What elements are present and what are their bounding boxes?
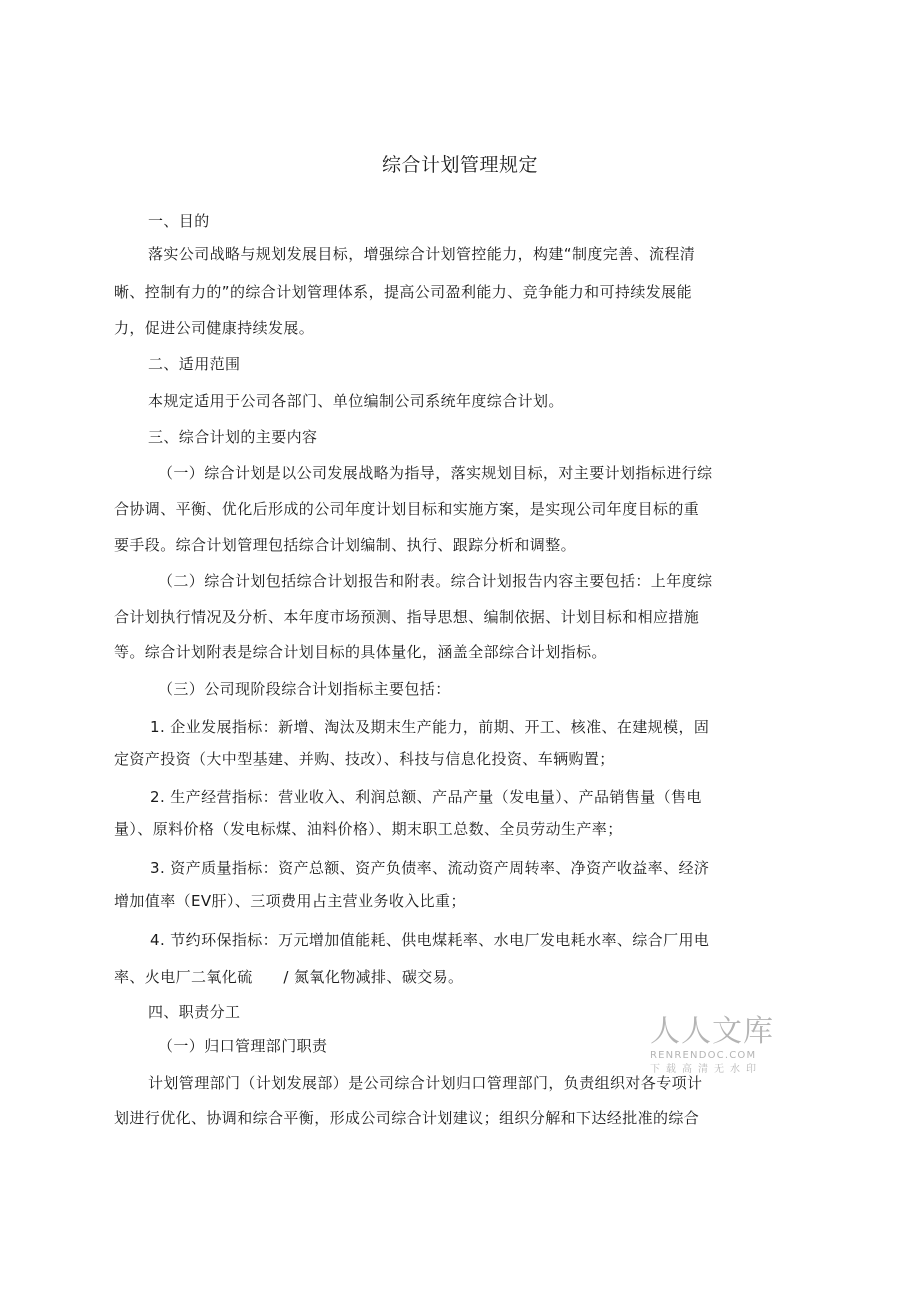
list-item-line: 率、火电厂二氧化硫 / 氮氧化物减排、碳交易。 — [114, 968, 464, 986]
paragraph-line: 本规定适用于公司各部门、单位编制公司系统年度综合计划。 — [148, 392, 564, 410]
heading-responsibilities: 四、职责分工 — [148, 1003, 241, 1021]
list-item-line: 量）、原料价格（发电标煤、油料价格）、期末职工总数、全员劳动生产率； — [114, 820, 623, 838]
heading-purpose: 一、目的 — [148, 212, 210, 230]
paragraph-line: 晰、控制有力的”的综合计划管理体系，提高公司盈利能力、竞争能力和可持续发展能 — [114, 283, 692, 301]
watermark-domain: RENRENDOC.COM — [650, 1050, 757, 1061]
watermark-logo — [650, 1015, 775, 1077]
paragraph-line: 等。综合计划附表是综合计划目标的具体量化，涵盖全部综合计划指标。 — [114, 643, 607, 661]
heading-scope: 二、适用范围 — [148, 355, 241, 373]
list-item-line: 定资产投资（大中型基建、并购、技改）、科技与信息化投资、车辆购置； — [114, 750, 615, 768]
paragraph-line: 力，促进公司健康持续发展。 — [114, 319, 315, 337]
paragraph-line: （二）综合计划包括综合计划报告和附表。综合计划报告内容主要包括：上年度综 — [158, 572, 713, 590]
paragraph-line: 合计划执行情况及分析、本年度市场预测、指导思想、编制依据、计划目标和相应措施 — [114, 608, 700, 626]
paragraph-line: （三）公司现阶段综合计划指标主要包括： — [158, 680, 451, 698]
paragraph-line: 计划管理部门（计划发展部）是公司综合计划归口管理部门，负责组织对各专项计 — [148, 1074, 703, 1092]
paragraph-line: 合协调、平衡、优化后形成的公司年度计划目标和实施方案，是实现公司年度目标的重 — [114, 500, 700, 518]
paragraph-line: 划进行优化、协调和综合平衡，形成公司综合计划建议；组织分解和下达经批准的综合 — [114, 1109, 700, 1127]
list-item-line: 1. 企业发展指标：新增、淘汰及期末生产能力，前期、开工、核准、在建规模，固 — [150, 718, 710, 736]
list-item-line: 4. 节约环保指标：万元增加值能耗、供电煤耗率、水电厂发电耗水率、综合厂用电 — [150, 931, 710, 949]
list-item-line: 增加值率（EV肝）、三项费用占主营业务收入比重； — [114, 892, 466, 910]
subheading-line: （一）归口管理部门职责 — [158, 1037, 328, 1055]
watermark-brand: 人人文库 — [650, 1014, 774, 1049]
watermark-tagline: 下载高清无水印 — [650, 1064, 762, 1075]
list-item-line: 2. 生产经营指标：营业收入、利润总额、产品产量（发电量）、产品销售量（售电 — [150, 788, 702, 806]
list-item-line: 3. 资产质量指标：资产总额、资产负债率、流动资产周转率、净资产收益率、经济 — [150, 859, 710, 877]
heading-content: 三、综合计划的主要内容 — [148, 428, 318, 446]
paragraph-line: 落实公司战略与规划发展目标，增强综合计划管控能力，构建“制度完善、流程清 — [148, 245, 696, 263]
paragraph-line: （一）综合计划是以公司发展战略为指导，落实规划目标，对主要计划指标进行综 — [158, 464, 713, 482]
paragraph-line: 要手段。综合计划管理包括综合计划编制、执行、跟踪分析和调整。 — [114, 536, 577, 554]
document-title: 综合计划管理规定 — [381, 154, 538, 176]
